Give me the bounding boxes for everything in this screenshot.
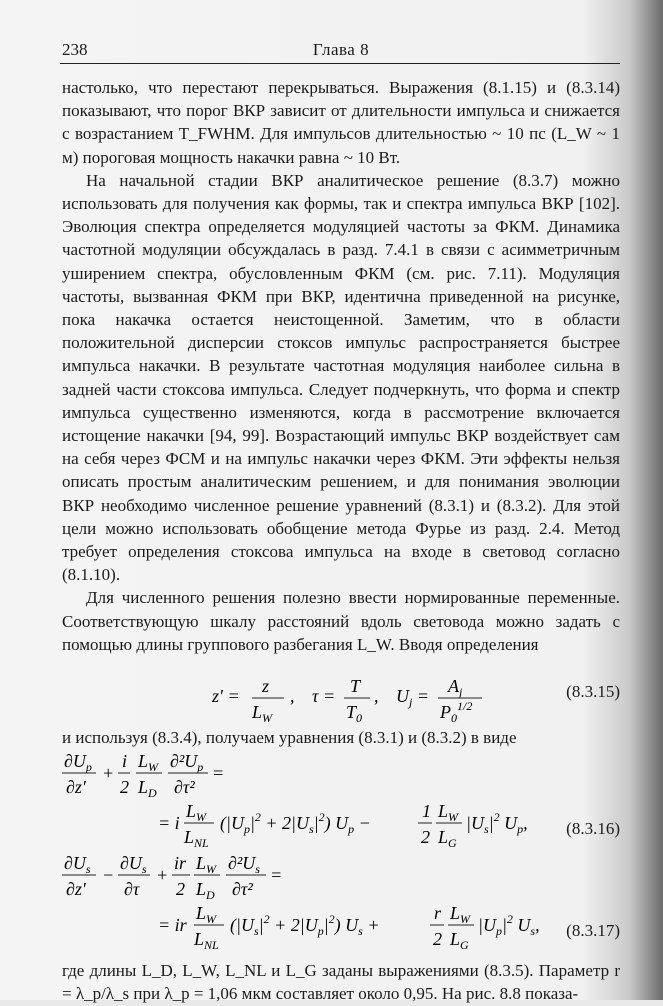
svg-text:LW: $L_W$ bbox=[450, 903, 471, 927]
svg-text:Uj =: $U_j$ = bbox=[396, 686, 429, 710]
svg-text:LD: $L_D$ bbox=[138, 777, 157, 800]
svg-text:LW: $L_W$ bbox=[196, 853, 217, 877]
svg-text:=: = bbox=[270, 865, 283, 886]
svg-text:LW: $L_W$ bbox=[186, 801, 207, 825]
svg-text:|Up|2 Us,: $|U_p|^2$ $U_s$, bbox=[478, 912, 540, 939]
svg-text:+: + bbox=[156, 865, 169, 886]
equation-17-lhs bbox=[62, 851, 322, 901]
svg-text:= ir: = ir bbox=[158, 915, 187, 936]
svg-text:z′ =: z′ = bbox=[212, 686, 240, 707]
svg-text:LG: $L_G$ bbox=[438, 827, 457, 851]
svg-text:,: , bbox=[290, 686, 295, 707]
svg-text:∂Us: $\partial U_s$ bbox=[64, 853, 91, 877]
svg-text:P01/2: $P_0^{1/2}$ bbox=[440, 699, 473, 725]
svg-text:(|Up|2 + 2|Us|2) Up −: $(|U_p|^2 + 2|U_s|^2) U_p$ − bbox=[220, 810, 371, 837]
paragraph-3: Для численного решения полезно ввести нормированные переменные. Соответствующую шкалу расстояний вдоль световода можно задать с помощью длины группового разбегания L_W. Вводя определения bbox=[62, 588, 620, 654]
paragraph-4: и используя (8.3.4), получаем уравнения (8.3.1) и (8.3.2) в виде bbox=[62, 728, 517, 748]
svg-text:LG: $L_G$ bbox=[450, 929, 469, 953]
svg-text:∂τ²: ∂τ² bbox=[232, 879, 253, 900]
svg-text:∂Us: $\partial U_s$ bbox=[120, 853, 147, 877]
svg-text:LW: $L_W$ bbox=[138, 751, 159, 775]
equation-8-3-17 bbox=[62, 851, 620, 953]
svg-text:1: 1 bbox=[422, 801, 431, 822]
svg-text:|Us|2 Up,: $|U_s|^2$ $U_p$, bbox=[466, 810, 528, 837]
svg-text:∂Up: $\partial U_p$ bbox=[64, 751, 92, 775]
svg-text:LNL: $L_{NL}$ bbox=[184, 827, 209, 851]
svg-text:T: T bbox=[350, 676, 361, 697]
svg-text:−: − bbox=[102, 865, 115, 886]
svg-text:2: 2 bbox=[421, 827, 430, 848]
equation-16-lhs bbox=[62, 749, 302, 799]
svg-text:LW: $L_W$ bbox=[252, 702, 273, 725]
page-body bbox=[62, 76, 620, 1006]
equation-16-rhs bbox=[158, 799, 538, 851]
paragraph-1: настолько, что перестают перекрываться. Выражения (8.1.15) и (8.3.14) показывают, что порог ВКР зависит от длительности импульса и снижается с возрастанием T_FWHM. Для импульсов длительностью ~ 10 пс (L_W ~ 1 м) пороговая мощность накачки равна ~ 10 Вт. bbox=[62, 78, 620, 167]
page-number: 238 bbox=[62, 40, 88, 59]
svg-text:i: i bbox=[122, 751, 128, 772]
svg-text:∂z′: ∂z′ bbox=[66, 777, 86, 798]
svg-text:z: z bbox=[262, 676, 270, 697]
equation-8-3-15 bbox=[62, 660, 620, 725]
svg-text:∂τ: ∂τ bbox=[124, 879, 140, 900]
svg-text:(|Us|2 + 2|Up|2) Us +: $(|U_s|^2 + 2|U_p|^2) U_s$ + bbox=[230, 912, 380, 939]
svg-text:+: + bbox=[102, 763, 115, 784]
svg-text:,: , bbox=[374, 686, 379, 707]
equation-16-label: (8.3.16) bbox=[566, 819, 620, 839]
paragraph-2: На начальной стадии ВКР аналитическое решение (8.3.7) можно использовать для получения как формы, так и спектра импульса ВКР [102]. Эволюция спектра определяется модуляцией частоты за ФКМ. Динамика частотной модуляции обсуждалась в разд. 7.4.1 в связи с асимметричным уширением спектра, обусловленным ФКМ (см. рис. 7.11). Модуляция частоты, вызванная ФКМ при ВКР, идентична приведенной на рисунке, пока накачка остается неистощенной. Заметим, что в области положительной дисперсии стоксов импульс распространяется быстрее импульса накачки. В результате частотная модуляция наиболее сильна в задней части стоксова импульса. Следует подчеркнуть, что форма и спектр импульса существенно изменяются, когда в рассмотрение включается истощение накачки [94, 99]. Возрастающий импульс ВКР воздействует сам на себя через ФСМ и на импульс накачки через ФКМ. Эти эффекты нельзя описать простым аналитическим решением, и для понимания эволюции ВКР необходимо численное решение уравнений (8.3.1) и (8.3.2). Для этой цели можно использовать обобщение метода Фурье из разд. 2.4. Метод требует определения стоксова импульса на входе в световод согласно (8.1.10). bbox=[62, 170, 620, 585]
svg-text:∂z′: ∂z′ bbox=[66, 879, 86, 900]
svg-text:Aj: $A_j$ bbox=[448, 676, 463, 700]
svg-text:LD: $L_D$ bbox=[196, 879, 215, 902]
equation-17-rhs bbox=[158, 901, 548, 953]
svg-text:2: 2 bbox=[176, 879, 185, 900]
svg-text:∂τ²: ∂τ² bbox=[174, 777, 195, 798]
svg-text:2: 2 bbox=[433, 929, 442, 950]
header-rule bbox=[60, 63, 620, 64]
svg-text:=: = bbox=[212, 763, 225, 784]
svg-text:ir: ir bbox=[174, 853, 187, 874]
svg-text:2: 2 bbox=[120, 777, 129, 798]
equation-15-formula bbox=[212, 674, 512, 724]
svg-text:∂²Us: $\partial^2U_s$ bbox=[228, 853, 260, 877]
paragraph-5: где длины L_D, L_W, L_NL и L_G заданы выражениями (8.3.5). Параметр r = λ_p/λ_s при λ_p = 1,06 мкм составляет около 0,95. На рис. 8.8 показа- bbox=[62, 961, 620, 1004]
equation-15-label: (8.3.15) bbox=[566, 682, 620, 702]
chapter-title: Глава 8 bbox=[312, 40, 370, 59]
svg-text:∂²Up: $\partial^2U_p$ bbox=[170, 751, 204, 775]
equation-17-label: (8.3.17) bbox=[566, 921, 620, 941]
svg-text:= i: = i bbox=[158, 813, 180, 834]
svg-text:LW: $L_W$ bbox=[196, 903, 217, 927]
svg-text:r: r bbox=[434, 903, 442, 924]
svg-text:LW: $L_W$ bbox=[438, 801, 459, 825]
equation-8-3-16 bbox=[62, 749, 620, 851]
svg-text:LNL: $L_{NL}$ bbox=[194, 929, 219, 953]
svg-text:T0: $T_0$ bbox=[346, 702, 363, 725]
svg-text:τ =: τ = bbox=[312, 686, 336, 707]
